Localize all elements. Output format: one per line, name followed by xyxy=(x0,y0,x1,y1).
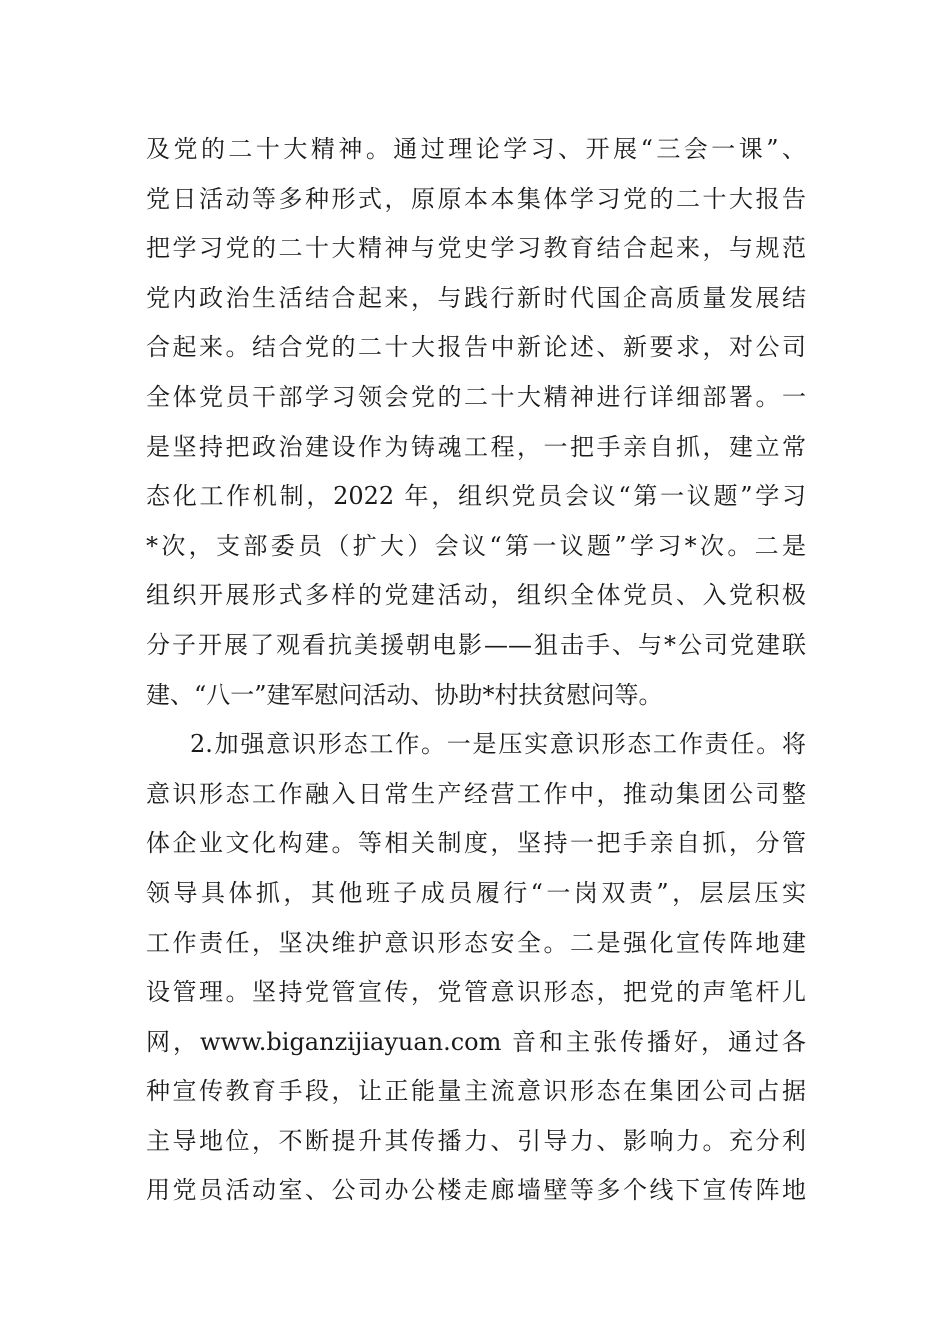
document-page xyxy=(146,125,806,1216)
text-line: 工作责任，坚决维护意识形态安全。二是强化宣传阵地建 xyxy=(146,928,806,957)
text-line: 领导具体抓，其他班子成员履行“一岗双责”，层层压实 xyxy=(146,878,806,907)
text-line: 党日活动等多种形式，原原本本集体学习党的二十大报告 xyxy=(146,184,806,213)
text-line: 主导地位，不断提升其传播力、引导力、影响力。充分利 xyxy=(146,1126,806,1155)
text-line: 网，www.biganzijiayuan.com 音和主张传播好，通过各 xyxy=(146,1027,806,1056)
text-line: 分子开展了观看抗美援朝电影——狙击手、与*公司党建联 xyxy=(146,630,806,659)
text-line: 组织开展形式多样的党建活动，组织全体党员、入党积极 xyxy=(146,581,806,610)
text-line: 把学习党的二十大精神与党史学习教育结合起来，与规范 xyxy=(146,234,806,263)
text-line: 意识形态工作融入日常生产经营工作中，推动集团公司整 xyxy=(146,779,806,808)
paragraph-2 xyxy=(146,720,806,1216)
text-line: 态化工作机制，2022 年，组织党员会议“第一议题”学习 xyxy=(146,482,806,511)
text-line: *次，支部委员（扩大）会议“第一议题”学习*次。二是 xyxy=(146,531,806,560)
text-line: 及党的二十大精神。通过理论学习、开展“三会一课”、 xyxy=(146,135,806,163)
text-line: 2.加强意识形态工作。一是压实意识形态工作责任。将 xyxy=(190,730,806,759)
paragraph-1 xyxy=(146,125,806,720)
text-line: 合起来。结合党的二十大报告中新论述、新要求，对公司 xyxy=(146,333,806,362)
text-line: 党内政治生活结合起来，与践行新时代国企高质量发展结 xyxy=(146,283,806,312)
text-line: 用党员活动室、公司办公楼走廊墙壁等多个线下宣传阵地 xyxy=(146,1176,806,1205)
text-line: 建、“八一”建军慰问活动、协助*村扶贫慰问等。 xyxy=(146,680,663,709)
text-line: 全体党员干部学习领会党的二十大精神进行详细部署。一 xyxy=(146,382,806,411)
text-line: 设管理。坚持党管宣传，党管意识形态，把党的声笔杆儿 xyxy=(146,978,806,1007)
text-line: 是坚持把政治建设作为铸魂工程，一把手亲自抓，建立常 xyxy=(146,432,806,461)
text-line: 种宣传教育手段，让正能量主流意识形态在集团公司占据 xyxy=(146,1077,806,1106)
text-line: 体企业文化构建。等相关制度，坚持一把手亲自抓，分管 xyxy=(146,829,806,858)
